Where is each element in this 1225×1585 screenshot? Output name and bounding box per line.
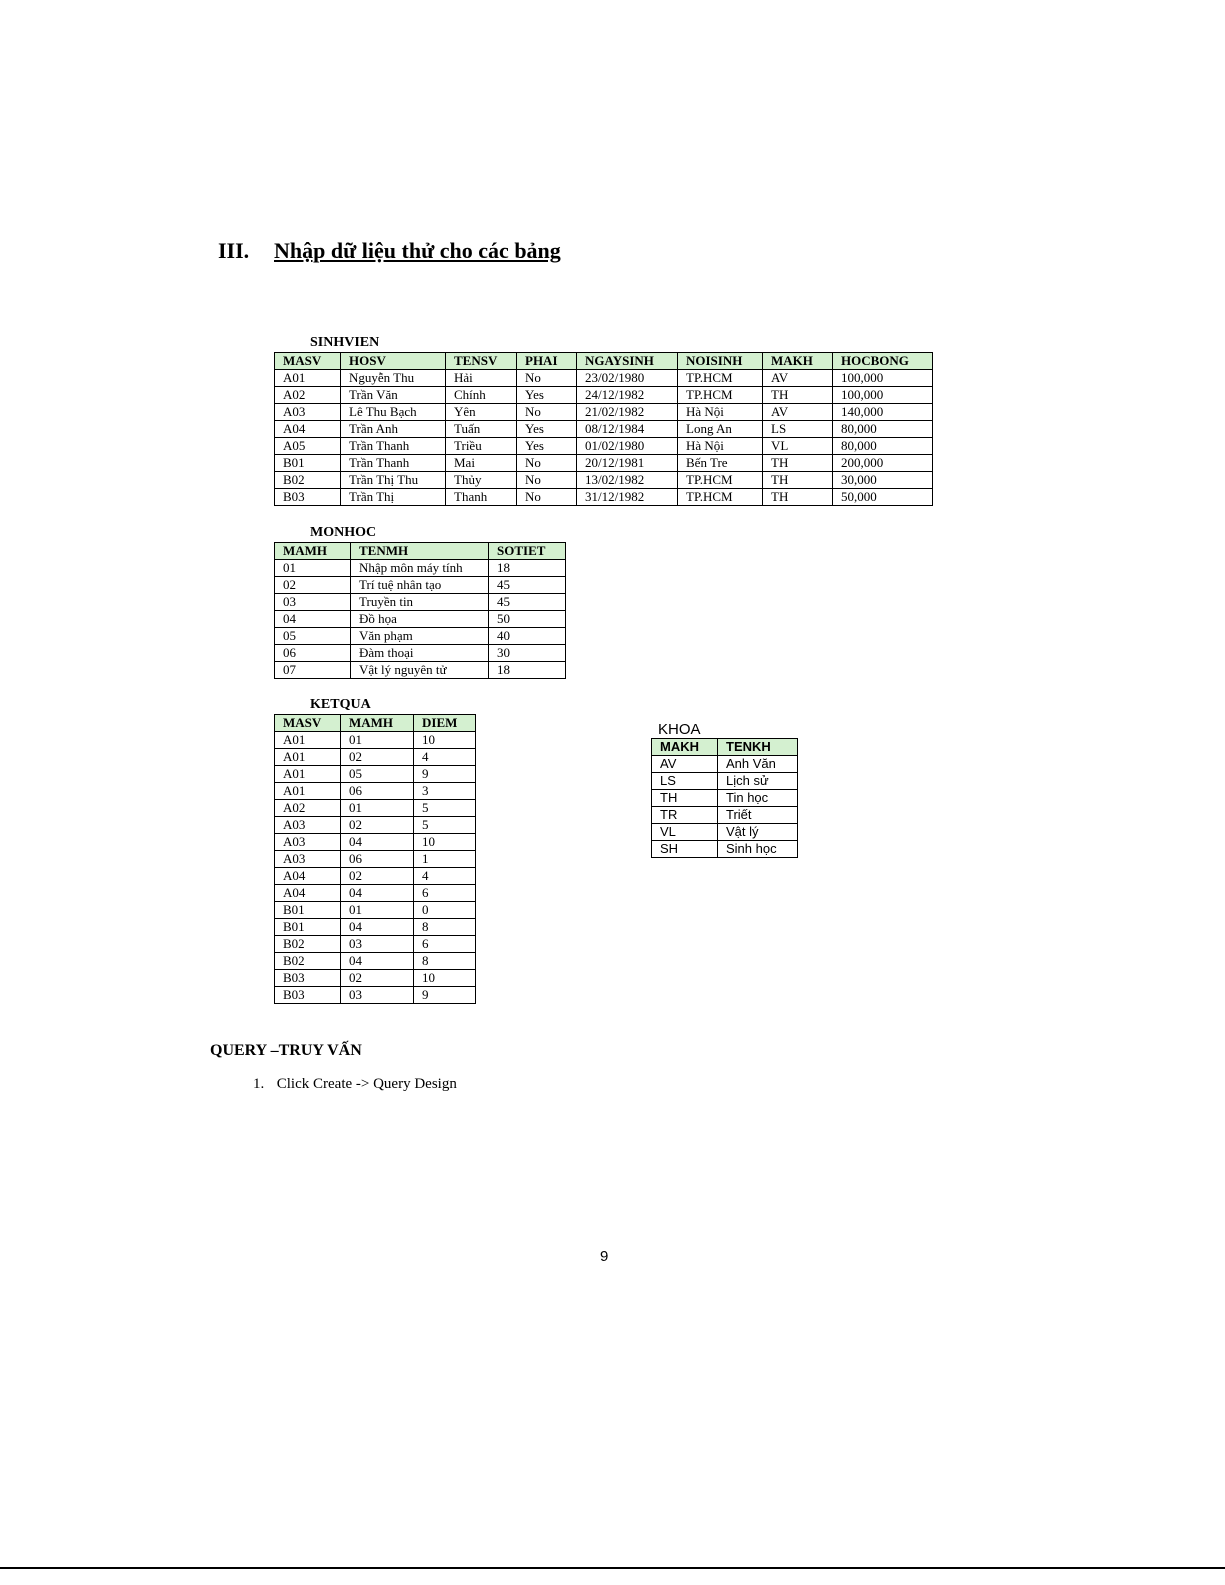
sinhvien-cell: 21/02/1982	[577, 404, 678, 421]
ketqua-row	[275, 817, 476, 834]
khoa-column-header: MAKH	[652, 739, 718, 756]
monhoc-cell: 50	[489, 611, 566, 628]
ketqua-cell: 0	[414, 902, 476, 919]
sinhvien-cell: Triều	[446, 438, 517, 455]
sinhvien-cell: Thủy	[446, 472, 517, 489]
ketqua-row	[275, 919, 476, 936]
sinhvien-cell: Long An	[678, 421, 763, 438]
ketqua-cell: 10	[414, 970, 476, 987]
khoa-row	[652, 790, 798, 807]
khoa-cell: TH	[652, 790, 718, 807]
ketqua-cell: 5	[414, 800, 476, 817]
khoa-cell: SH	[652, 841, 718, 858]
page-number: 9	[600, 1248, 609, 1265]
ketqua-row	[275, 953, 476, 970]
monhoc-column-header: MAMH	[275, 543, 351, 560]
ketqua-row	[275, 834, 476, 851]
khoa-row	[652, 841, 798, 858]
khoa-cell: TR	[652, 807, 718, 824]
sinhvien-cell: Hà Nội	[678, 404, 763, 421]
sinhvien-row	[275, 370, 933, 387]
ketqua-cell: 10	[414, 732, 476, 749]
khoa-header-row	[652, 739, 798, 756]
sinhvien-row	[275, 387, 933, 404]
ketqua-row	[275, 783, 476, 800]
monhoc-row	[275, 628, 566, 645]
sinhvien-cell: 80,000	[833, 421, 933, 438]
ketqua-cell: B01	[275, 902, 341, 919]
ketqua-cell: 02	[341, 868, 414, 885]
sinhvien-row	[275, 455, 933, 472]
ketqua-row	[275, 732, 476, 749]
sinhvien-cell: TP.HCM	[678, 387, 763, 404]
sinhvien-cell: Thanh	[446, 489, 517, 506]
monhoc-cell: Nhập môn máy tính	[351, 560, 489, 577]
sinhvien-column-header: NOISINH	[678, 353, 763, 370]
sinhvien-cell: B03	[275, 489, 341, 506]
monhoc-cell: 05	[275, 628, 351, 645]
monhoc-caption: MONHOC	[310, 525, 377, 540]
sinhvien-cell: 24/12/1982	[577, 387, 678, 404]
khoa-row	[652, 756, 798, 773]
ketqua-cell: 04	[341, 885, 414, 902]
sinhvien-cell: A02	[275, 387, 341, 404]
sinhvien-header-row	[275, 353, 933, 370]
query-step	[253, 1076, 457, 1093]
monhoc-row	[275, 577, 566, 594]
sinhvien-cell: Bến Tre	[678, 455, 763, 472]
ketqua-cell: 03	[341, 987, 414, 1004]
ketqua-caption: KETQUA	[310, 697, 371, 712]
step-number: 1.	[253, 1076, 265, 1092]
ketqua-cell: 3	[414, 783, 476, 800]
monhoc-cell: Đồ họa	[351, 611, 489, 628]
ketqua-column-header: MASV	[275, 715, 341, 732]
page-bottom-rule	[0, 1567, 1225, 1569]
ketqua-cell: 02	[341, 817, 414, 834]
sinhvien-cell: Chính	[446, 387, 517, 404]
sinhvien-cell: 200,000	[833, 455, 933, 472]
khoa-cell: LS	[652, 773, 718, 790]
sinhvien-cell: A01	[275, 370, 341, 387]
sinhvien-cell: B01	[275, 455, 341, 472]
sinhvien-cell: 20/12/1981	[577, 455, 678, 472]
sinhvien-cell: 08/12/1984	[577, 421, 678, 438]
ketqua-cell: 04	[341, 919, 414, 936]
monhoc-row	[275, 645, 566, 662]
ketqua-cell: 02	[341, 749, 414, 766]
khoa-cell: VL	[652, 824, 718, 841]
sinhvien-cell: Trần Thanh	[341, 455, 446, 472]
sinhvien-cell: 100,000	[833, 387, 933, 404]
monhoc-row	[275, 662, 566, 679]
section-title: Nhập dữ liệu thử cho các bảng	[274, 238, 561, 263]
sinhvien-cell: AV	[763, 370, 833, 387]
sinhvien-cell: Tuấn	[446, 421, 517, 438]
ketqua-row	[275, 970, 476, 987]
sinhvien-cell: Yes	[517, 421, 577, 438]
sinhvien-row	[275, 421, 933, 438]
sinhvien-cell: A03	[275, 404, 341, 421]
ketqua-cell: A04	[275, 868, 341, 885]
sinhvien-cell: Trần Thị Thu	[341, 472, 446, 489]
sinhvien-table	[274, 352, 933, 506]
monhoc-cell: 04	[275, 611, 351, 628]
sinhvien-cell: TH	[763, 387, 833, 404]
khoa-cell: Anh Văn	[718, 756, 798, 773]
ketqua-row	[275, 749, 476, 766]
ketqua-cell: A03	[275, 851, 341, 868]
sinhvien-cell: AV	[763, 404, 833, 421]
monhoc-cell: 07	[275, 662, 351, 679]
sinhvien-caption: SINHVIEN	[310, 335, 380, 350]
ketqua-cell: 03	[341, 936, 414, 953]
sinhvien-cell: A04	[275, 421, 341, 438]
khoa-row	[652, 824, 798, 841]
monhoc-cell: Vật lý nguyên tử	[351, 662, 489, 679]
sinhvien-cell: 50,000	[833, 489, 933, 506]
khoa-cell: AV	[652, 756, 718, 773]
khoa-cell: Vật lý	[718, 824, 798, 841]
sinhvien-cell: TP.HCM	[678, 370, 763, 387]
sinhvien-cell: B02	[275, 472, 341, 489]
monhoc-table	[274, 542, 566, 679]
monhoc-column-header: SOTIET	[489, 543, 566, 560]
ketqua-cell: B03	[275, 970, 341, 987]
khoa-table	[651, 738, 798, 858]
sinhvien-cell: 100,000	[833, 370, 933, 387]
sinhvien-cell: Mai	[446, 455, 517, 472]
sinhvien-cell: Lê Thu Bạch	[341, 404, 446, 421]
ketqua-row	[275, 766, 476, 783]
sinhvien-cell: TH	[763, 472, 833, 489]
monhoc-cell: 06	[275, 645, 351, 662]
sinhvien-cell: 140,000	[833, 404, 933, 421]
ketqua-cell: B02	[275, 936, 341, 953]
sinhvien-cell: No	[517, 489, 577, 506]
khoa-cell: Triết	[718, 807, 798, 824]
sinhvien-column-header: TENSV	[446, 353, 517, 370]
ketqua-row	[275, 902, 476, 919]
ketqua-cell: 01	[341, 902, 414, 919]
ketqua-cell: 8	[414, 953, 476, 970]
ketqua-row	[275, 851, 476, 868]
sinhvien-cell: TH	[763, 455, 833, 472]
khoa-cell: Sinh học	[718, 841, 798, 858]
sinhvien-column-header: PHAI	[517, 353, 577, 370]
ketqua-column-header: DIEM	[414, 715, 476, 732]
khoa-column-header: TENKH	[718, 739, 798, 756]
sinhvien-cell: LS	[763, 421, 833, 438]
section-number: III.	[218, 238, 250, 263]
ketqua-column-header: MAMH	[341, 715, 414, 732]
monhoc-row	[275, 594, 566, 611]
monhoc-cell: 45	[489, 594, 566, 611]
monhoc-cell: Đàm thoại	[351, 645, 489, 662]
monhoc-row	[275, 611, 566, 628]
ketqua-cell: 4	[414, 749, 476, 766]
ketqua-cell: 06	[341, 783, 414, 800]
ketqua-cell: A03	[275, 817, 341, 834]
ketqua-cell: A01	[275, 783, 341, 800]
monhoc-cell: Văn phạm	[351, 628, 489, 645]
monhoc-cell: 30	[489, 645, 566, 662]
sinhvien-cell: A05	[275, 438, 341, 455]
ketqua-cell: B02	[275, 953, 341, 970]
sinhvien-row	[275, 472, 933, 489]
ketqua-cell: 5	[414, 817, 476, 834]
ketqua-cell: 9	[414, 766, 476, 783]
sinhvien-cell: Yes	[517, 387, 577, 404]
ketqua-cell: 6	[414, 936, 476, 953]
sinhvien-cell: Yes	[517, 438, 577, 455]
monhoc-cell: 02	[275, 577, 351, 594]
sinhvien-row	[275, 489, 933, 506]
sinhvien-cell: 31/12/1982	[577, 489, 678, 506]
khoa-cell: Tin học	[718, 790, 798, 807]
sinhvien-cell: TP.HCM	[678, 489, 763, 506]
sinhvien-cell: Trần Thị	[341, 489, 446, 506]
sinhvien-cell: Trần Văn	[341, 387, 446, 404]
monhoc-header-row	[275, 543, 566, 560]
ketqua-cell: 10	[414, 834, 476, 851]
sinhvien-column-header: MAKH	[763, 353, 833, 370]
sinhvien-row	[275, 438, 933, 455]
sinhvien-column-header: HOSV	[341, 353, 446, 370]
ketqua-row	[275, 885, 476, 902]
sinhvien-cell: Trần Thanh	[341, 438, 446, 455]
ketqua-cell: A04	[275, 885, 341, 902]
monhoc-cell: 18	[489, 560, 566, 577]
sinhvien-cell: Nguyễn Thu	[341, 370, 446, 387]
khoa-row	[652, 773, 798, 790]
sinhvien-row	[275, 404, 933, 421]
ketqua-cell: A03	[275, 834, 341, 851]
sinhvien-cell: Hà Nội	[678, 438, 763, 455]
monhoc-row	[275, 560, 566, 577]
ketqua-cell: 04	[341, 834, 414, 851]
ketqua-cell: 01	[341, 732, 414, 749]
monhoc-cell: 18	[489, 662, 566, 679]
ketqua-header-row	[275, 715, 476, 732]
monhoc-column-header: TENMH	[351, 543, 489, 560]
monhoc-cell: Trí tuệ nhân tạo	[351, 577, 489, 594]
ketqua-cell: 4	[414, 868, 476, 885]
ketqua-row	[275, 868, 476, 885]
sinhvien-column-header: HOCBONG	[833, 353, 933, 370]
ketqua-cell: 1	[414, 851, 476, 868]
ketqua-cell: 6	[414, 885, 476, 902]
ketqua-cell: 02	[341, 970, 414, 987]
monhoc-cell: 45	[489, 577, 566, 594]
ketqua-row	[275, 800, 476, 817]
ketqua-row	[275, 936, 476, 953]
monhoc-cell: 01	[275, 560, 351, 577]
ketqua-cell: 04	[341, 953, 414, 970]
ketqua-cell: 9	[414, 987, 476, 1004]
sinhvien-cell: No	[517, 370, 577, 387]
ketqua-table	[274, 714, 476, 1004]
monhoc-cell: 40	[489, 628, 566, 645]
sinhvien-cell: TP.HCM	[678, 472, 763, 489]
khoa-caption: KHOA	[658, 721, 701, 738]
monhoc-cell: Truyền tin	[351, 594, 489, 611]
khoa-row	[652, 807, 798, 824]
ketqua-cell: 8	[414, 919, 476, 936]
sinhvien-cell: 23/02/1980	[577, 370, 678, 387]
ketqua-cell: B03	[275, 987, 341, 1004]
sinhvien-cell: Hải	[446, 370, 517, 387]
sinhvien-cell: No	[517, 472, 577, 489]
sinhvien-cell: Trần Anh	[341, 421, 446, 438]
sinhvien-cell: 80,000	[833, 438, 933, 455]
sinhvien-cell: TH	[763, 489, 833, 506]
ketqua-cell: A01	[275, 766, 341, 783]
sinhvien-cell: VL	[763, 438, 833, 455]
section-heading	[218, 238, 561, 264]
ketqua-cell: A01	[275, 732, 341, 749]
sinhvien-column-header: NGAYSINH	[577, 353, 678, 370]
sinhvien-cell: 01/02/1980	[577, 438, 678, 455]
monhoc-cell: 03	[275, 594, 351, 611]
sinhvien-cell: No	[517, 455, 577, 472]
sinhvien-cell: 30,000	[833, 472, 933, 489]
ketqua-cell: 01	[341, 800, 414, 817]
ketqua-cell: A02	[275, 800, 341, 817]
sinhvien-cell: No	[517, 404, 577, 421]
query-title: QUERY –TRUY VẤN	[210, 1042, 362, 1059]
ketqua-cell: 05	[341, 766, 414, 783]
step-text: Click Create -> Query Design	[276, 1076, 457, 1092]
ketqua-cell: 06	[341, 851, 414, 868]
khoa-cell: Lịch sử	[718, 773, 798, 790]
ketqua-cell: B01	[275, 919, 341, 936]
ketqua-row	[275, 987, 476, 1004]
ketqua-cell: A01	[275, 749, 341, 766]
sinhvien-cell: Yên	[446, 404, 517, 421]
sinhvien-cell: 13/02/1982	[577, 472, 678, 489]
sinhvien-column-header: MASV	[275, 353, 341, 370]
